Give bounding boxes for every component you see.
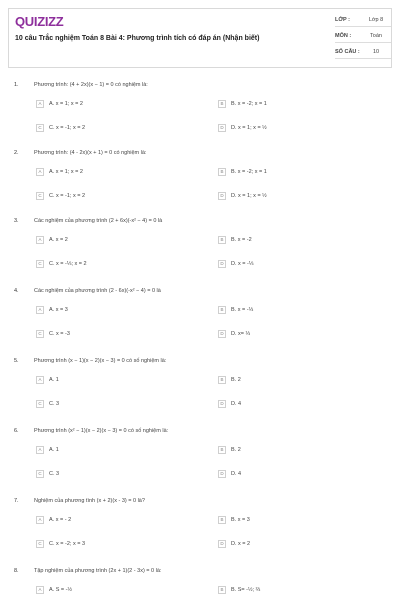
answer-option-a[interactable]: [36, 100, 83, 108]
answer-option-a[interactable]: [36, 306, 68, 314]
option-text: A. x = 1; x = 2: [49, 169, 83, 175]
option-text: A. 1: [49, 377, 59, 383]
question-item: [0, 150, 400, 210]
answer-option-a[interactable]: [36, 446, 59, 454]
question-item: [0, 568, 400, 600]
option-text: C. x = -2; x = 3: [49, 541, 86, 547]
option-text: A. x = 1; x = 2: [49, 101, 83, 107]
option-text: B. 2: [231, 447, 241, 453]
option-checkbox[interactable]: D: [218, 330, 226, 338]
question-number: 5.: [14, 358, 19, 364]
option-checkbox[interactable]: B: [218, 516, 226, 524]
option-checkbox[interactable]: A: [36, 100, 44, 108]
answer-option-b[interactable]: [218, 376, 241, 384]
option-checkbox[interactable]: D: [218, 470, 226, 478]
page-title: 10 câu Trắc nghiệm Toán 8 Bài 4: Phương trình tích có đáp án (Nhận biết): [15, 35, 260, 42]
option-checkbox[interactable]: D: [218, 400, 226, 408]
answer-option-a[interactable]: [36, 236, 68, 244]
option-checkbox[interactable]: A: [36, 586, 44, 594]
option-text: A. x = - 2: [49, 517, 72, 523]
question-text: Các nghiệm của phương trình (2 + 6x)(-x² − 4) = 0 là: [34, 218, 163, 224]
option-checkbox[interactable]: A: [36, 516, 44, 524]
question-number: 4.: [14, 288, 19, 294]
option-checkbox[interactable]: B: [218, 376, 226, 384]
option-text: C. x = -1; x = 2: [49, 193, 86, 199]
option-text: B. x = -2; x = 1: [231, 101, 267, 107]
option-text: D. x= ⅓: [231, 331, 251, 337]
answer-option-b[interactable]: [218, 306, 253, 314]
option-text: C. 3: [49, 471, 60, 477]
question-item: [0, 218, 400, 278]
answer-option-c[interactable]: [36, 124, 85, 132]
option-text: D. x = 1; x = ½: [231, 125, 267, 131]
answer-option-b[interactable]: [218, 168, 267, 176]
option-checkbox[interactable]: A: [36, 306, 44, 314]
answer-option-d[interactable]: [218, 192, 267, 200]
question-number: 3.: [14, 218, 19, 224]
option-checkbox[interactable]: B: [218, 168, 226, 176]
answer-option-d[interactable]: [218, 124, 267, 132]
divider: [335, 26, 391, 27]
option-checkbox[interactable]: C: [36, 260, 44, 268]
option-checkbox[interactable]: D: [218, 124, 226, 132]
option-checkbox[interactable]: A: [36, 376, 44, 384]
option-checkbox[interactable]: B: [218, 236, 226, 244]
answer-option-d[interactable]: [218, 400, 241, 408]
option-checkbox[interactable]: D: [218, 192, 226, 200]
option-checkbox[interactable]: C: [36, 124, 44, 132]
answer-option-c[interactable]: [36, 330, 70, 338]
question-number: 6.: [14, 428, 19, 434]
answer-option-c[interactable]: [36, 540, 85, 548]
option-checkbox[interactable]: A: [36, 446, 44, 454]
option-checkbox[interactable]: C: [36, 400, 44, 408]
option-text: A. x = 3: [49, 307, 68, 313]
meta-subject-value: Toán: [370, 33, 382, 39]
answer-option-d[interactable]: [218, 540, 250, 548]
option-text: B. x = -2: [231, 237, 252, 243]
question-text: Phương trình: (4 - 2x)(x + 1) = 0 có nghiệm là:: [34, 150, 147, 156]
option-text: D. 4: [231, 401, 242, 407]
option-checkbox[interactable]: C: [36, 540, 44, 548]
answer-option-b[interactable]: [218, 446, 241, 454]
option-text: D. 4: [231, 471, 242, 477]
option-text: B. 2: [231, 377, 241, 383]
option-checkbox[interactable]: C: [36, 470, 44, 478]
option-checkbox[interactable]: A: [36, 168, 44, 176]
answer-option-c[interactable]: [36, 192, 85, 200]
option-checkbox[interactable]: B: [218, 446, 226, 454]
meta-class-value: Lớp 8: [368, 17, 384, 23]
answer-option-b[interactable]: [218, 236, 252, 244]
question-item: [0, 428, 400, 488]
answer-option-d[interactable]: [218, 330, 250, 338]
option-checkbox[interactable]: C: [36, 192, 44, 200]
option-text: D. x = -⅓: [231, 261, 254, 267]
question-number: 7.: [14, 498, 19, 504]
question-text: Các nghiệm của phương trình (2 - 6x)(-x² − 4) = 0 là: [34, 288, 161, 294]
option-checkbox[interactable]: D: [218, 260, 226, 268]
question-text: Tập nghiệm của phương trình (2x + 1)(2 - 3x) = 0 là:: [34, 568, 162, 574]
answer-option-d[interactable]: [218, 260, 253, 268]
question-number: 8.: [14, 568, 19, 574]
answer-option-a[interactable]: [36, 516, 71, 524]
answer-option-a[interactable]: [36, 168, 83, 176]
question-item: [0, 82, 400, 142]
meta-subject-label: MÔN :: [335, 33, 352, 39]
meta-count-label: SỐ CÂU :: [335, 49, 360, 55]
answer-option-c[interactable]: [36, 260, 87, 268]
meta-class-label: LỚP :: [335, 17, 350, 23]
question-item: [0, 358, 400, 418]
option-text: A. S = -½: [49, 587, 73, 593]
question-text: Nghiệm của phương tình (x + 2)(x - 3) = 0 là?: [34, 498, 145, 504]
option-checkbox[interactable]: C: [36, 330, 44, 338]
option-text: C. x = -3: [49, 331, 70, 337]
option-text: A. x = 2: [49, 237, 68, 243]
option-text: C. 3: [49, 401, 60, 407]
answer-option-b[interactable]: [218, 516, 250, 524]
option-checkbox[interactable]: A: [36, 236, 44, 244]
answer-option-b[interactable]: [218, 586, 260, 594]
question-number: 1.: [14, 82, 19, 88]
option-text: A. 1: [49, 447, 59, 453]
divider: [335, 42, 391, 43]
question-item: [0, 498, 400, 558]
question-text: Phương trình: (4 + 2x)(x − 1) = 0 có nghiệm là:: [34, 82, 148, 88]
option-text: C. x = -1; x = 2: [49, 125, 86, 131]
worksheet-header: [8, 8, 392, 68]
option-text: B. x = -2; x = 1: [231, 169, 267, 175]
divider: [335, 58, 391, 59]
option-text: B. S= -½; ⅔: [231, 587, 261, 593]
answer-option-c[interactable]: [36, 470, 59, 478]
option-checkbox[interactable]: D: [218, 540, 226, 548]
option-text: D. x = 2: [231, 541, 251, 547]
option-checkbox[interactable]: B: [218, 586, 226, 594]
question-text: Phương trình (x − 1)(x − 2)(x − 3) = 0 có số nghiệm là:: [34, 358, 167, 364]
quizizz-logo: QUIZIZZ: [15, 14, 64, 29]
answer-option-d[interactable]: [218, 470, 241, 478]
question-text: Phương trình (x² − 1)(x − 2)(x − 3) = 0 có số nghiệm là:: [34, 428, 169, 434]
answer-option-a[interactable]: [36, 376, 59, 384]
option-text: C. x = -⅓; x = 2: [49, 261, 87, 267]
option-checkbox[interactable]: B: [218, 306, 226, 314]
question-item: [0, 288, 400, 348]
answer-option-b[interactable]: [218, 100, 267, 108]
option-checkbox[interactable]: B: [218, 100, 226, 108]
option-text: D. x = 1; x = ½: [231, 193, 267, 199]
option-text: B. x = 3: [231, 517, 250, 523]
question-number: 2.: [14, 150, 19, 156]
meta-count-value: 10: [372, 49, 380, 55]
answer-option-c[interactable]: [36, 400, 59, 408]
option-text: B. x = -⅓: [231, 307, 254, 313]
answer-option-a[interactable]: [36, 586, 72, 594]
